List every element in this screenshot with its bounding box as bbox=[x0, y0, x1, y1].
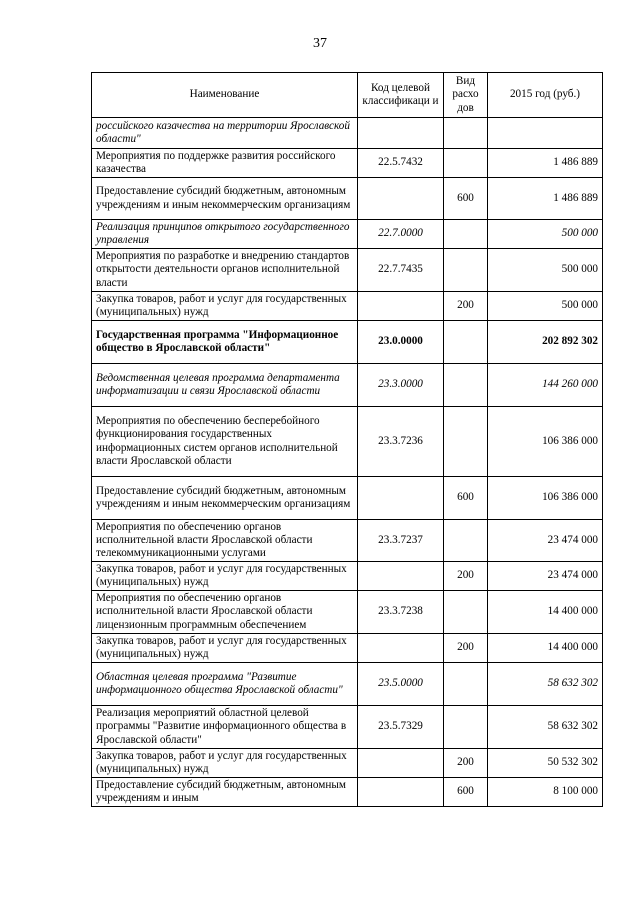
cell-code: 23.3.0000 bbox=[358, 364, 444, 407]
cell-name: Закупка товаров, работ и услуг для государственных (муниципальных) нужд bbox=[92, 634, 358, 663]
cell-amount: 106 386 000 bbox=[488, 407, 603, 477]
cell-amount: 500 000 bbox=[488, 292, 603, 321]
table-row bbox=[92, 364, 603, 407]
cell-kind: 200 bbox=[444, 634, 488, 663]
table-row bbox=[92, 663, 603, 706]
cell-code: 23.5.0000 bbox=[358, 663, 444, 706]
table-row bbox=[92, 292, 603, 321]
cell-kind bbox=[444, 407, 488, 477]
table-row bbox=[92, 321, 603, 364]
cell-kind: 200 bbox=[444, 292, 488, 321]
cell-name: Мероприятия по обеспечению органов исполнительной власти Ярославской области лицензионным программным обеспечением bbox=[92, 591, 358, 634]
header-kind: Вид расхо дов bbox=[444, 73, 488, 118]
table-row bbox=[92, 634, 603, 663]
cell-amount: 1 486 889 bbox=[488, 149, 603, 178]
table-row bbox=[92, 149, 603, 178]
cell-name: Ведомственная целевая программа департамента информатизации и связи Ярославской области bbox=[92, 364, 358, 407]
cell-code bbox=[358, 749, 444, 778]
cell-kind bbox=[444, 321, 488, 364]
cell-name: Областная целевая программа "Развитие информационного общества Ярославской области" bbox=[92, 663, 358, 706]
table-row bbox=[92, 706, 603, 749]
cell-code bbox=[358, 118, 444, 149]
cell-code bbox=[358, 562, 444, 591]
cell-amount: 58 632 302 bbox=[488, 663, 603, 706]
header-amount: 2015 год (руб.) bbox=[488, 73, 603, 118]
cell-name: Государственная программа "Информационное общество в Ярославской области" bbox=[92, 321, 358, 364]
cell-code bbox=[358, 292, 444, 321]
cell-amount: 202 892 302 bbox=[488, 321, 603, 364]
cell-code: 23.0.0000 bbox=[358, 321, 444, 364]
cell-name: Реализация принципов открытого государственного управления bbox=[92, 220, 358, 249]
cell-code: 23.3.7237 bbox=[358, 520, 444, 562]
cell-kind: 200 bbox=[444, 749, 488, 778]
table-row bbox=[92, 220, 603, 249]
cell-amount: 106 386 000 bbox=[488, 477, 603, 520]
cell-kind bbox=[444, 249, 488, 292]
table-row bbox=[92, 477, 603, 520]
cell-kind: 600 bbox=[444, 178, 488, 220]
cell-name: Закупка товаров, работ и услуг для государственных (муниципальных) нужд bbox=[92, 749, 358, 778]
cell-name: Предоставление субсидий бюджетным, автономным учреждениям и иным bbox=[92, 778, 358, 807]
table-header-row bbox=[92, 73, 603, 118]
cell-name: Мероприятия по обеспечению бесперебойного функционирования государственных информационных систем органов исполнительной власти Ярославской области bbox=[92, 407, 358, 477]
cell-kind bbox=[444, 364, 488, 407]
cell-code bbox=[358, 634, 444, 663]
table-row bbox=[92, 562, 603, 591]
cell-amount bbox=[488, 118, 603, 149]
table-row bbox=[92, 749, 603, 778]
table-row bbox=[92, 778, 603, 807]
cell-kind bbox=[444, 149, 488, 178]
table-row bbox=[92, 520, 603, 562]
cell-name: Реализация мероприятий областной целевой программы "Развитие информационного общества в Ярославской области" bbox=[92, 706, 358, 749]
cell-kind bbox=[444, 591, 488, 634]
cell-code bbox=[358, 178, 444, 220]
budget-table bbox=[91, 72, 603, 807]
page-number: 37 bbox=[313, 36, 327, 51]
table-row bbox=[92, 407, 603, 477]
cell-name: Мероприятия по разработке и внедрению стандартов открытости деятельности органов исполнительной власти bbox=[92, 249, 358, 292]
cell-amount: 144 260 000 bbox=[488, 364, 603, 407]
cell-amount: 1 486 889 bbox=[488, 178, 603, 220]
cell-name: Мероприятия по обеспечению органов исполнительной власти Ярославской области телекоммуникационными услугами bbox=[92, 520, 358, 562]
cell-code: 23.5.7329 bbox=[358, 706, 444, 749]
cell-kind bbox=[444, 118, 488, 149]
cell-name: Предоставление субсидий бюджетным, автономным учреждениям и иным некоммерческим организациям bbox=[92, 178, 358, 220]
cell-amount: 14 400 000 bbox=[488, 591, 603, 634]
cell-code: 22.7.7435 bbox=[358, 249, 444, 292]
table-row bbox=[92, 118, 603, 149]
table-row bbox=[92, 178, 603, 220]
cell-kind: 200 bbox=[444, 562, 488, 591]
cell-name: Закупка товаров, работ и услуг для государственных (муниципальных) нужд bbox=[92, 292, 358, 321]
cell-code: 22.5.7432 bbox=[358, 149, 444, 178]
cell-name: российского казачества на территории Ярославской области" bbox=[92, 118, 358, 149]
cell-amount: 50 532 302 bbox=[488, 749, 603, 778]
cell-kind: 600 bbox=[444, 477, 488, 520]
cell-amount: 500 000 bbox=[488, 249, 603, 292]
table-row bbox=[92, 249, 603, 292]
cell-name: Предоставление субсидий бюджетным, автономным учреждениям и иным некоммерческим организациям bbox=[92, 477, 358, 520]
header-name: Наименование bbox=[92, 73, 358, 118]
cell-code: 22.7.0000 bbox=[358, 220, 444, 249]
cell-kind bbox=[444, 520, 488, 562]
cell-kind bbox=[444, 663, 488, 706]
cell-amount: 8 100 000 bbox=[488, 778, 603, 807]
cell-name: Закупка товаров, работ и услуг для государственных (муниципальных) нужд bbox=[92, 562, 358, 591]
cell-name: Мероприятия по поддержке развития российского казачества bbox=[92, 149, 358, 178]
cell-amount: 23 474 000 bbox=[488, 562, 603, 591]
cell-amount: 58 632 302 bbox=[488, 706, 603, 749]
cell-code bbox=[358, 477, 444, 520]
cell-kind bbox=[444, 706, 488, 749]
cell-code: 23.3.7236 bbox=[358, 407, 444, 477]
cell-amount: 23 474 000 bbox=[488, 520, 603, 562]
cell-code: 23.3.7238 bbox=[358, 591, 444, 634]
cell-amount: 500 000 bbox=[488, 220, 603, 249]
cell-code bbox=[358, 778, 444, 807]
cell-kind bbox=[444, 220, 488, 249]
header-code: Код целевой классификаци и bbox=[358, 73, 444, 118]
table-row bbox=[92, 591, 603, 634]
cell-amount: 14 400 000 bbox=[488, 634, 603, 663]
cell-kind: 600 bbox=[444, 778, 488, 807]
